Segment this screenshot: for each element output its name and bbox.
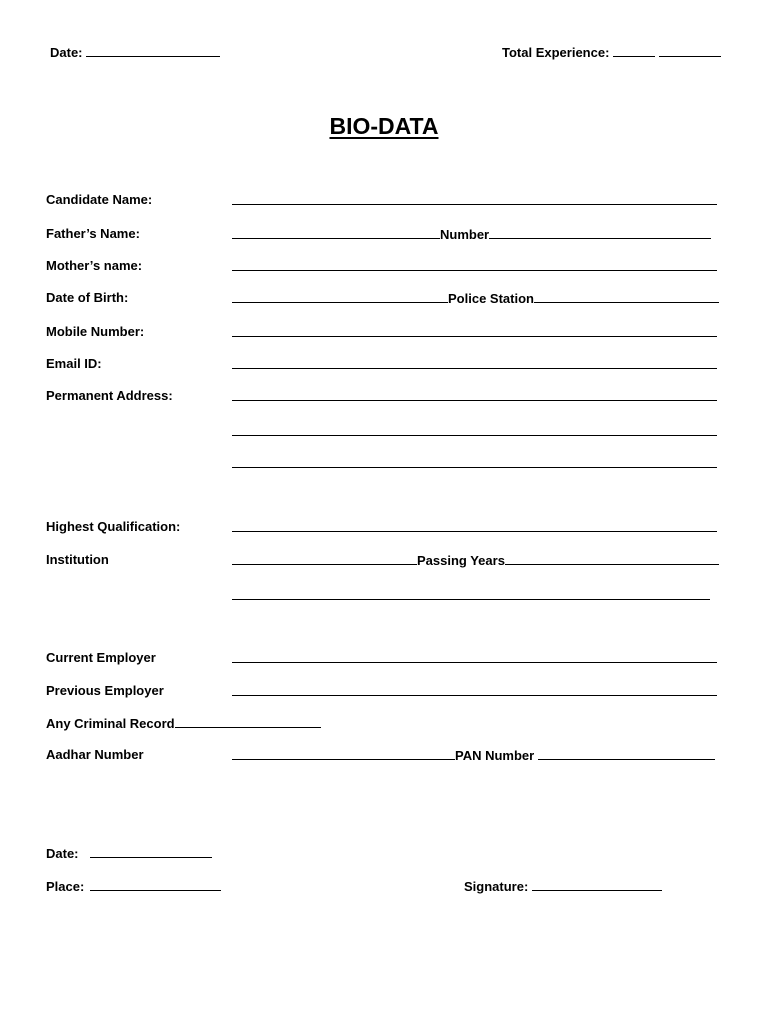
- number-blank[interactable]: [489, 227, 711, 242]
- date-of-birth-label: Date of Birth:: [46, 290, 129, 305]
- email-id-blank[interactable]: [232, 356, 717, 373]
- date-of-birth-row: [232, 290, 719, 307]
- pan-number-label: PAN Number: [455, 748, 535, 763]
- permanent-address-blank-2[interactable]: [232, 423, 717, 440]
- footer-place-label: Place:: [46, 879, 85, 894]
- permanent-address-blank-1[interactable]: [232, 388, 717, 405]
- previous-employer-blank[interactable]: [232, 683, 717, 700]
- header-date-label: Date:: [50, 45, 83, 60]
- police-station-blank[interactable]: [534, 291, 719, 306]
- aadhar-number-row: [232, 747, 715, 764]
- page-title: BIO-DATA: [329, 113, 439, 139]
- criminal-record-field: [46, 715, 321, 732]
- previous-employer-label: Previous Employer: [46, 683, 164, 698]
- mothers-name-blank[interactable]: [232, 258, 717, 275]
- footer-place-blank[interactable]: [90, 879, 221, 894]
- footer-place: [46, 878, 221, 895]
- mothers-name-label: Mother’s name:: [46, 258, 143, 273]
- passing-years-blank[interactable]: [505, 553, 719, 568]
- highest-qualification-blank[interactable]: [232, 519, 717, 536]
- number-label: Number: [440, 227, 490, 242]
- institution-blank[interactable]: [232, 553, 417, 568]
- candidate-name-blank[interactable]: [232, 192, 717, 209]
- passing-years-label: Passing Years: [417, 553, 505, 568]
- signature-label: Signature:: [464, 879, 529, 894]
- date-of-birth-blank[interactable]: [232, 291, 448, 306]
- mobile-number-label: Mobile Number:: [46, 324, 145, 339]
- fathers-name-blank[interactable]: [232, 227, 440, 242]
- signature-blank[interactable]: [532, 879, 662, 894]
- institution-blank-2[interactable]: [232, 587, 710, 604]
- institution-row: [232, 552, 719, 569]
- permanent-address-label: Permanent Address:: [46, 388, 173, 403]
- email-id-label: Email ID:: [46, 356, 102, 371]
- criminal-record-label: Any Criminal Record: [46, 716, 175, 731]
- candidate-name-label: Candidate Name:: [46, 192, 153, 207]
- footer-date-label: Date:: [46, 846, 79, 861]
- footer-signature: [464, 878, 662, 895]
- header-date-blank[interactable]: [86, 45, 220, 60]
- total-experience-blank[interactable]: [613, 45, 721, 60]
- aadhar-number-label: Aadhar Number: [46, 747, 144, 762]
- header-total-experience: [502, 44, 721, 61]
- pan-number-blank[interactable]: [538, 748, 715, 763]
- mobile-number-blank[interactable]: [232, 324, 717, 341]
- aadhar-number-blank[interactable]: [232, 748, 455, 763]
- highest-qualification-label: Highest Qualification:: [46, 519, 181, 534]
- header-date: [50, 44, 220, 61]
- fathers-name-row: [232, 226, 711, 243]
- fathers-name-label: Father’s Name:: [46, 226, 140, 241]
- total-experience-label: Total Experience:: [502, 45, 610, 60]
- police-station-label: Police Station: [448, 291, 534, 306]
- footer-date-blank[interactable]: [90, 846, 212, 861]
- current-employer-blank[interactable]: [232, 650, 717, 667]
- current-employer-label: Current Employer: [46, 650, 156, 665]
- institution-label: Institution: [46, 552, 109, 567]
- permanent-address-blank-3[interactable]: [232, 455, 717, 472]
- criminal-record-blank[interactable]: [175, 716, 321, 731]
- footer-date: [46, 845, 212, 862]
